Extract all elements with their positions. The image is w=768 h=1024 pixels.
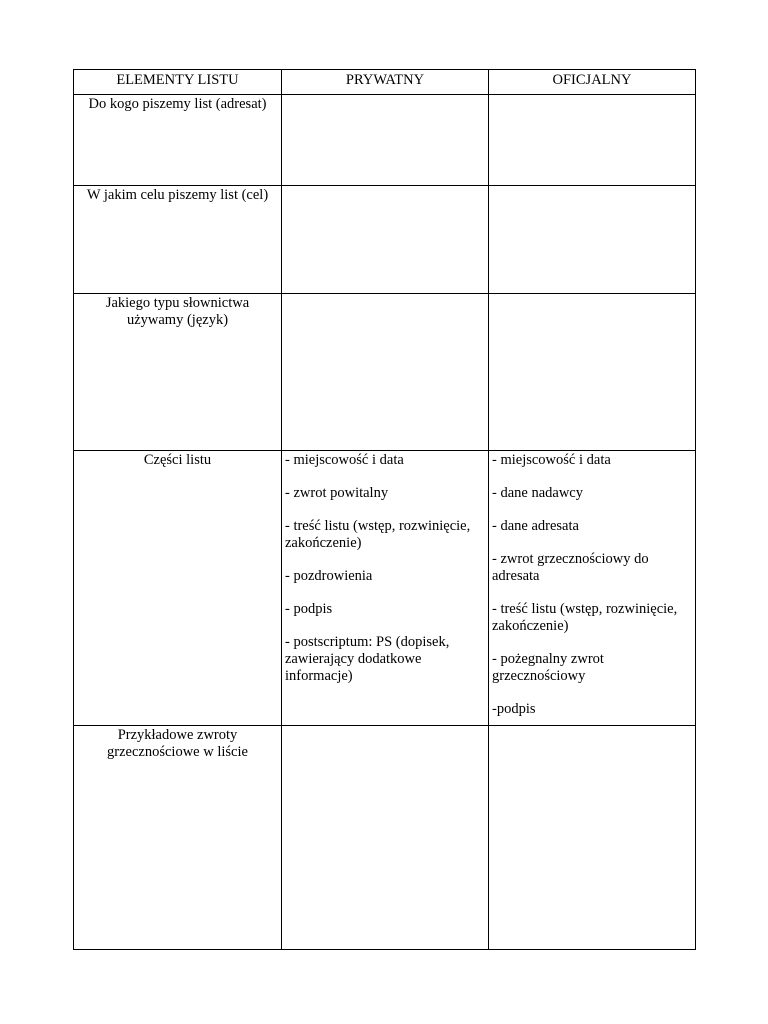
header-elementy-listu: ELEMENTY LISTU [74,70,282,95]
letter-elements-table [73,69,696,950]
row-label: Jakiego typu słownictwa używamy (język) [74,294,282,451]
table-row-cel [74,186,696,294]
list-item: - zwrot powitalny [285,485,389,501]
cell-oficjalny [489,451,696,726]
cell-oficjalny [489,726,696,950]
cell-prywatny [282,451,489,726]
table-row-zwroty [74,726,696,950]
cell-oficjalny [489,95,696,186]
list-item: -podpis [492,701,536,717]
list-item: - zwrot grzecznościowy do adresata [492,551,649,584]
list-item: - dane nadawcy [492,485,583,501]
prywatny-parts-list [285,452,485,685]
list-item: - treść listu (wstęp, rozwinięcie, zakończenie) [285,518,471,551]
list-item: - treść listu (wstęp, rozwinięcie, zakończenie) [492,601,678,634]
cell-prywatny [282,294,489,451]
list-item: - pożegnalny zwrot grzecznościowy [492,651,604,684]
list-item: - postscriptum: PS (dopisek, zawierający dodatkowe informacje) [285,634,450,684]
row-label: Przykładowe zwroty grzecznościowe w liście [74,726,282,950]
cell-oficjalny [489,294,696,451]
table-row-jezyk [74,294,696,451]
list-item: - dane adresata [492,518,579,534]
list-item: - podpis [285,601,333,617]
cell-oficjalny [489,186,696,294]
oficjalny-parts-list [492,452,692,718]
table-header-row [74,70,696,95]
table-row-adresat [74,95,696,186]
row-label: Części listu [74,451,282,726]
cell-prywatny [282,95,489,186]
cell-prywatny [282,186,489,294]
list-item: - miejscowość i data [492,452,611,468]
row-label: W jakim celu piszemy list (cel) [74,186,282,294]
header-oficjalny: OFICJALNY [489,70,696,95]
table-row-czesci-listu [74,451,696,726]
list-item: - miejscowość i data [285,452,404,468]
list-item: - pozdrowienia [285,568,373,584]
header-prywatny: PRYWATNY [282,70,489,95]
cell-prywatny [282,726,489,950]
row-label: Do kogo piszemy list (adresat) [74,95,282,186]
